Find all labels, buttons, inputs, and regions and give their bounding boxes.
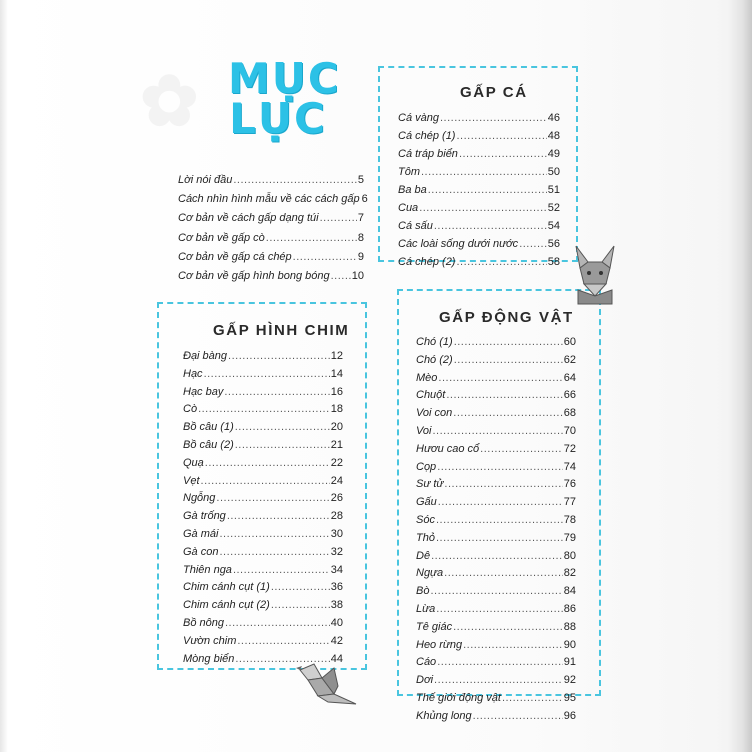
toc-entry-page: 58: [547, 256, 560, 268]
toc-entry-page: 76: [563, 478, 576, 491]
toc-entry-page: 96: [563, 709, 576, 722]
toc-entry-page: 92: [563, 674, 576, 687]
toc-entry-page: 77: [563, 496, 576, 509]
toc-entry-lua: [416, 597, 576, 615]
toc-entry-doi: [416, 668, 576, 686]
toc-entry-page: 54: [547, 220, 560, 232]
toc-leader-dots: [436, 514, 563, 526]
toc-entry-cop: [416, 455, 576, 473]
toc-entry-bo-cau-1: [183, 415, 343, 433]
toc-entry-page: 60: [563, 336, 576, 348]
toc-leader-dots: [235, 421, 330, 433]
toc-leader-dots: [456, 256, 546, 268]
toc-entry-page: 64: [563, 371, 576, 384]
page-title-line-2: LỤC: [229, 94, 327, 143]
toc-leader-dots: [438, 372, 562, 384]
toc-leader-dots: [440, 112, 547, 124]
toc-entry-the-gioi-dong-vat: [416, 686, 576, 704]
toc-entry-page: 32: [330, 545, 343, 558]
toc-entry-co-ban-ve-gap-hinh-bong-bong: [178, 264, 364, 282]
toc-entry-te-giac: [416, 615, 576, 633]
toc-entry-label: Sư tử: [416, 478, 444, 491]
toc-entry-chuot: [416, 383, 576, 401]
toc-leader-dots: [434, 674, 563, 686]
toc-leader-dots: [428, 184, 547, 196]
toc-entry-ca-vang: [398, 106, 560, 124]
toc-entry-page: 42: [330, 634, 343, 647]
toc-entry-hac-bay: [183, 380, 343, 398]
toc-entry-chim-canh-cut-1: [183, 575, 343, 593]
toc-entry-label: Chim cánh cụt (1): [183, 581, 270, 594]
toc-entry-page: 12: [330, 350, 343, 362]
toc-leader-dots: [205, 457, 330, 469]
toc-leader-dots: [271, 581, 330, 593]
toc-leader-dots: [444, 567, 563, 579]
toc-entry-cac-loai-song-duoi-nuoc: [398, 232, 560, 250]
origami-bird-icon: [294, 660, 360, 712]
toc-leader-dots: [436, 532, 563, 544]
toc-entry-ca-trap-bien: [398, 142, 560, 160]
toc-entry-label: Cáo: [416, 656, 437, 669]
toc-entry-voi: [416, 419, 576, 437]
toc-leader-dots: [433, 425, 563, 437]
toc-entry-hac: [183, 362, 343, 380]
toc-leader-dots: [437, 656, 563, 668]
toc-entry-page: 7: [357, 212, 364, 225]
page-edge-shadow: [728, 0, 752, 752]
toc-entry-label: Cơ bản về gấp cá chép: [178, 250, 292, 263]
toc-entry-page: 95: [563, 692, 576, 704]
toc-entry-ga-con: [183, 540, 343, 558]
toc-entry-page: 82: [563, 567, 576, 580]
background-watermark: ✿: [140, 62, 201, 140]
toc-leader-dots: [204, 368, 330, 380]
toc-entry-page: 80: [563, 549, 576, 562]
toc-leader-dots: [198, 403, 330, 415]
toc-entry-gau: [416, 490, 576, 508]
toc-leader-dots: [438, 496, 563, 508]
spine-shadow: [0, 0, 8, 752]
toc-entry-label: Cơ bản về gấp hình bong bóng: [178, 270, 330, 282]
toc-entry-label: Tôm: [398, 166, 420, 178]
animals-section-title: GẤP ĐỘNG VẬT: [439, 309, 574, 326]
toc-entry-page: 52: [547, 202, 560, 214]
toc-leader-dots: [434, 220, 547, 232]
toc-leader-dots: [293, 251, 357, 263]
toc-leader-dots: [454, 336, 563, 348]
toc-entry-bo: [416, 579, 576, 597]
toc-entry-label: Cơ bản về gấp cò: [178, 231, 265, 244]
toc-entry-page: 40: [330, 617, 343, 629]
toc-entry-label: Hươu cao cổ: [416, 442, 480, 455]
toc-entry-tho: [416, 526, 576, 544]
toc-entry-label: Chim cánh cụt (2): [183, 599, 270, 612]
toc-leader-dots: [201, 475, 330, 487]
toc-entry-label: Sóc: [416, 514, 435, 526]
toc-entry-dai-bang: [183, 344, 343, 362]
toc-entry-ca-chep-2: [398, 250, 560, 268]
toc-entry-page: 88: [563, 620, 576, 633]
toc-entry-page: 28: [330, 510, 343, 523]
toc-entry-page: 38: [330, 599, 343, 612]
toc-entry-co-ban-ve-gap-co: [178, 226, 364, 244]
toc-leader-dots: [237, 635, 329, 647]
toc-entry-co: [183, 397, 343, 415]
toc-leader-dots: [446, 389, 562, 401]
toc-leader-dots: [216, 492, 329, 504]
toc-leader-dots: [219, 546, 329, 558]
toc-leader-dots: [419, 202, 547, 214]
toc-leader-dots: [225, 617, 330, 629]
toc-entry-page: 9: [357, 250, 364, 263]
page-title-line-1: MỤC: [228, 54, 341, 103]
origami-fox-icon: [572, 244, 618, 310]
toc-entry-chim-canh-cut-2: [183, 593, 343, 611]
toc-entry-page: 79: [563, 531, 576, 544]
toc-leader-dots: [224, 386, 329, 398]
toc-entry-page: 16: [330, 385, 343, 398]
toc-entry-label: Dơi: [416, 674, 434, 687]
toc-leader-dots: [436, 603, 563, 615]
toc-leader-dots: [502, 692, 563, 704]
toc-entry-page: 26: [330, 492, 343, 505]
toc-entry-label: Cách nhìn hình mẫu về các cách gấp: [178, 193, 360, 206]
toc-entry-label: Gà con: [183, 545, 219, 558]
toc-entry-page: 18: [330, 403, 343, 416]
toc-entry-label: Lời nói đầu: [178, 174, 233, 186]
toc-leader-dots: [453, 407, 562, 419]
toc-entry-label: Bồ câu (1): [183, 421, 234, 434]
toc-entry-label: Đại bàng: [183, 350, 228, 362]
toc-entry-page: 21: [330, 439, 343, 451]
toc-entry-heo-rung: [416, 633, 576, 651]
toc-entry-label: Mòng biển: [183, 652, 235, 665]
toc-entry-page: 68: [563, 407, 576, 420]
toc-entry-page: 8: [357, 231, 364, 244]
toc-entry-page: 44: [330, 652, 343, 665]
toc-entry-label: Gấu: [416, 496, 437, 509]
toc-entry-cach-nhin-hinh-mau-ve-cac-cach-gap: [178, 187, 368, 206]
toc-entry-label: Ngỗng: [183, 492, 216, 505]
toc-entry-ca-sau: [398, 214, 560, 232]
toc-entry-label: Gà trống: [183, 510, 226, 523]
toc-entry-page: 72: [563, 442, 576, 455]
birds-section-title: GẤP HÌNH CHIM: [213, 322, 350, 339]
toc-entry-vuon-chim: [183, 629, 343, 647]
toc-entry-page: 50: [547, 166, 560, 178]
toc-entry-label: Ngựa: [416, 567, 444, 580]
toc-entry-label: Khủng long: [416, 709, 472, 722]
toc-entry-label: Bò: [416, 585, 430, 598]
toc-entry-su-tu: [416, 472, 576, 490]
toc-entry-bo-nong: [183, 611, 343, 629]
toc-entry-label: Bồ câu (2): [183, 439, 234, 451]
toc-entry-label: Hạc: [183, 367, 203, 380]
toc-entry-label: Chó (1): [416, 336, 453, 348]
toc-entry-ca-chep-1: [398, 124, 560, 142]
toc-leader-dots: [463, 639, 563, 651]
toc-entry-soc: [416, 508, 576, 526]
toc-entry-label: Thiên nga: [183, 563, 232, 576]
toc-entry-page: 10: [351, 270, 364, 282]
toc-leader-dots: [431, 550, 563, 562]
toc-entry-loi-noi-dau: [178, 168, 364, 186]
toc-entry-label: Dê: [416, 549, 431, 562]
toc-entry-label: Hạc bay: [183, 385, 224, 398]
toc-entry-label: Cơ bản về cách gấp dạng túi: [178, 212, 319, 225]
toc-leader-dots: [480, 443, 563, 455]
toc-entry-page: 6: [361, 193, 368, 206]
toc-entry-cho-2: [416, 348, 576, 366]
toc-entry-tom: [398, 160, 560, 178]
toc-entry-page: 22: [330, 456, 343, 469]
toc-entry-ngua: [416, 561, 576, 579]
toc-leader-dots: [228, 350, 330, 362]
toc-entry-page: 66: [563, 389, 576, 402]
toc-entry-label: Voi con: [416, 407, 453, 420]
toc-entry-cho-1: [416, 330, 576, 348]
toc-entry-page: 84: [563, 585, 576, 598]
toc-entry-page: 5: [357, 174, 364, 186]
toc-entry-page: 90: [563, 638, 576, 651]
toc-entry-page: 86: [563, 603, 576, 615]
toc-entry-label: Quạ: [183, 456, 204, 469]
toc-entry-page: 24: [330, 474, 343, 487]
toc-entry-khung-long: [416, 704, 576, 722]
toc-entry-label: Cọp: [416, 460, 437, 473]
toc-leader-dots: [444, 478, 562, 490]
toc-entry-label: Thỏ: [416, 531, 435, 544]
toc-leader-dots: [430, 585, 562, 597]
toc-entry-page: 30: [330, 528, 343, 540]
toc-entry-page: 49: [547, 148, 560, 160]
toc-entry-vet: [183, 469, 343, 487]
toc-entry-label: Tê giác: [416, 620, 453, 633]
toc-leader-dots: [233, 174, 357, 186]
toc-entry-page: 62: [563, 353, 576, 366]
toc-entry-bo-cau-2: [183, 433, 343, 451]
toc-entry-page: 51: [547, 184, 560, 196]
toc-entry-qua: [183, 451, 343, 469]
toc-entry-label: Chó (2): [416, 353, 453, 366]
toc-entry-label: Cá chép (1): [398, 130, 456, 142]
fish-section-title: GẤP CÁ: [460, 84, 528, 101]
toc-entry-cao: [416, 650, 576, 668]
toc-entry-label: Cua: [398, 202, 419, 214]
toc-entry-label: Ba ba: [398, 184, 427, 196]
toc-entry-label: Cá vàng: [398, 112, 439, 124]
toc-entry-page: 34: [330, 563, 343, 576]
toc-entry-page: 91: [563, 656, 576, 669]
toc-entry-huou-cao-co: [416, 437, 576, 455]
toc-entry-ngong: [183, 486, 343, 504]
toc-leader-dots: [421, 166, 547, 178]
toc-entry-label: Chuột: [416, 389, 446, 402]
toc-leader-dots: [459, 148, 547, 160]
toc-leader-dots: [519, 238, 547, 250]
toc-entry-co-ban-ve-cach-gap-dang-tui: [178, 206, 364, 224]
toc-entry-co-ban-ve-gap-ca-chep: [178, 245, 364, 263]
toc-entry-page: 46: [547, 112, 560, 124]
toc-leader-dots: [233, 564, 330, 576]
toc-entry-label: Cò: [183, 403, 198, 416]
toc-entry-ga-trong: [183, 504, 343, 522]
toc-entry-page: 70: [563, 425, 576, 437]
toc-entry-label: Vườn chim: [183, 634, 237, 647]
toc-leader-dots: [453, 621, 563, 633]
toc-entry-page: 74: [563, 460, 576, 473]
toc-entry-ba-ba: [398, 178, 560, 196]
toc-entry-page: 36: [330, 581, 343, 594]
toc-leader-dots: [320, 212, 357, 224]
toc-leader-dots: [219, 528, 329, 540]
toc-entry-cua: [398, 196, 560, 214]
toc-leader-dots: [473, 710, 563, 722]
toc-entry-meo: [416, 366, 576, 384]
toc-entry-label: Voi: [416, 425, 432, 437]
toc-entry-de: [416, 544, 576, 562]
toc-entry-voi-con: [416, 401, 576, 419]
toc-entry-label: Cá tráp biển: [398, 148, 458, 160]
toc-leader-dots: [456, 130, 546, 142]
toc-leader-dots: [227, 510, 330, 522]
toc-leader-dots: [454, 354, 563, 366]
toc-entry-label: Vẹt: [183, 474, 200, 487]
toc-entry-label: Mèo: [416, 371, 438, 384]
toc-entry-page: 78: [563, 514, 576, 526]
toc-entry-page: 56: [547, 238, 560, 250]
toc-entry-ga-mai: [183, 522, 343, 540]
toc-entry-label: Các loài sống dưới nước: [398, 238, 519, 250]
toc-entry-label: Cá sấu: [398, 220, 433, 232]
toc-entry-label: Thế giới động vật: [416, 692, 501, 704]
toc-entry-page: 20: [330, 421, 343, 434]
toc-entry-label: Gà mái: [183, 528, 219, 540]
toc-entry-label: Bồ nông: [183, 617, 224, 629]
toc-entry-label: Heo rừng: [416, 638, 463, 651]
toc-leader-dots: [437, 461, 563, 473]
toc-entry-label: Cá chép (2): [398, 256, 456, 268]
toc-leader-dots: [235, 439, 330, 451]
toc-leader-dots: [266, 232, 357, 244]
toc-entry-page: 14: [330, 367, 343, 380]
toc-entry-label: Lừa: [416, 603, 436, 615]
toc-leader-dots: [271, 599, 330, 611]
toc-entry-thien-nga: [183, 558, 343, 576]
toc-entry-page: 48: [547, 130, 560, 142]
toc-leader-dots: [331, 270, 351, 282]
